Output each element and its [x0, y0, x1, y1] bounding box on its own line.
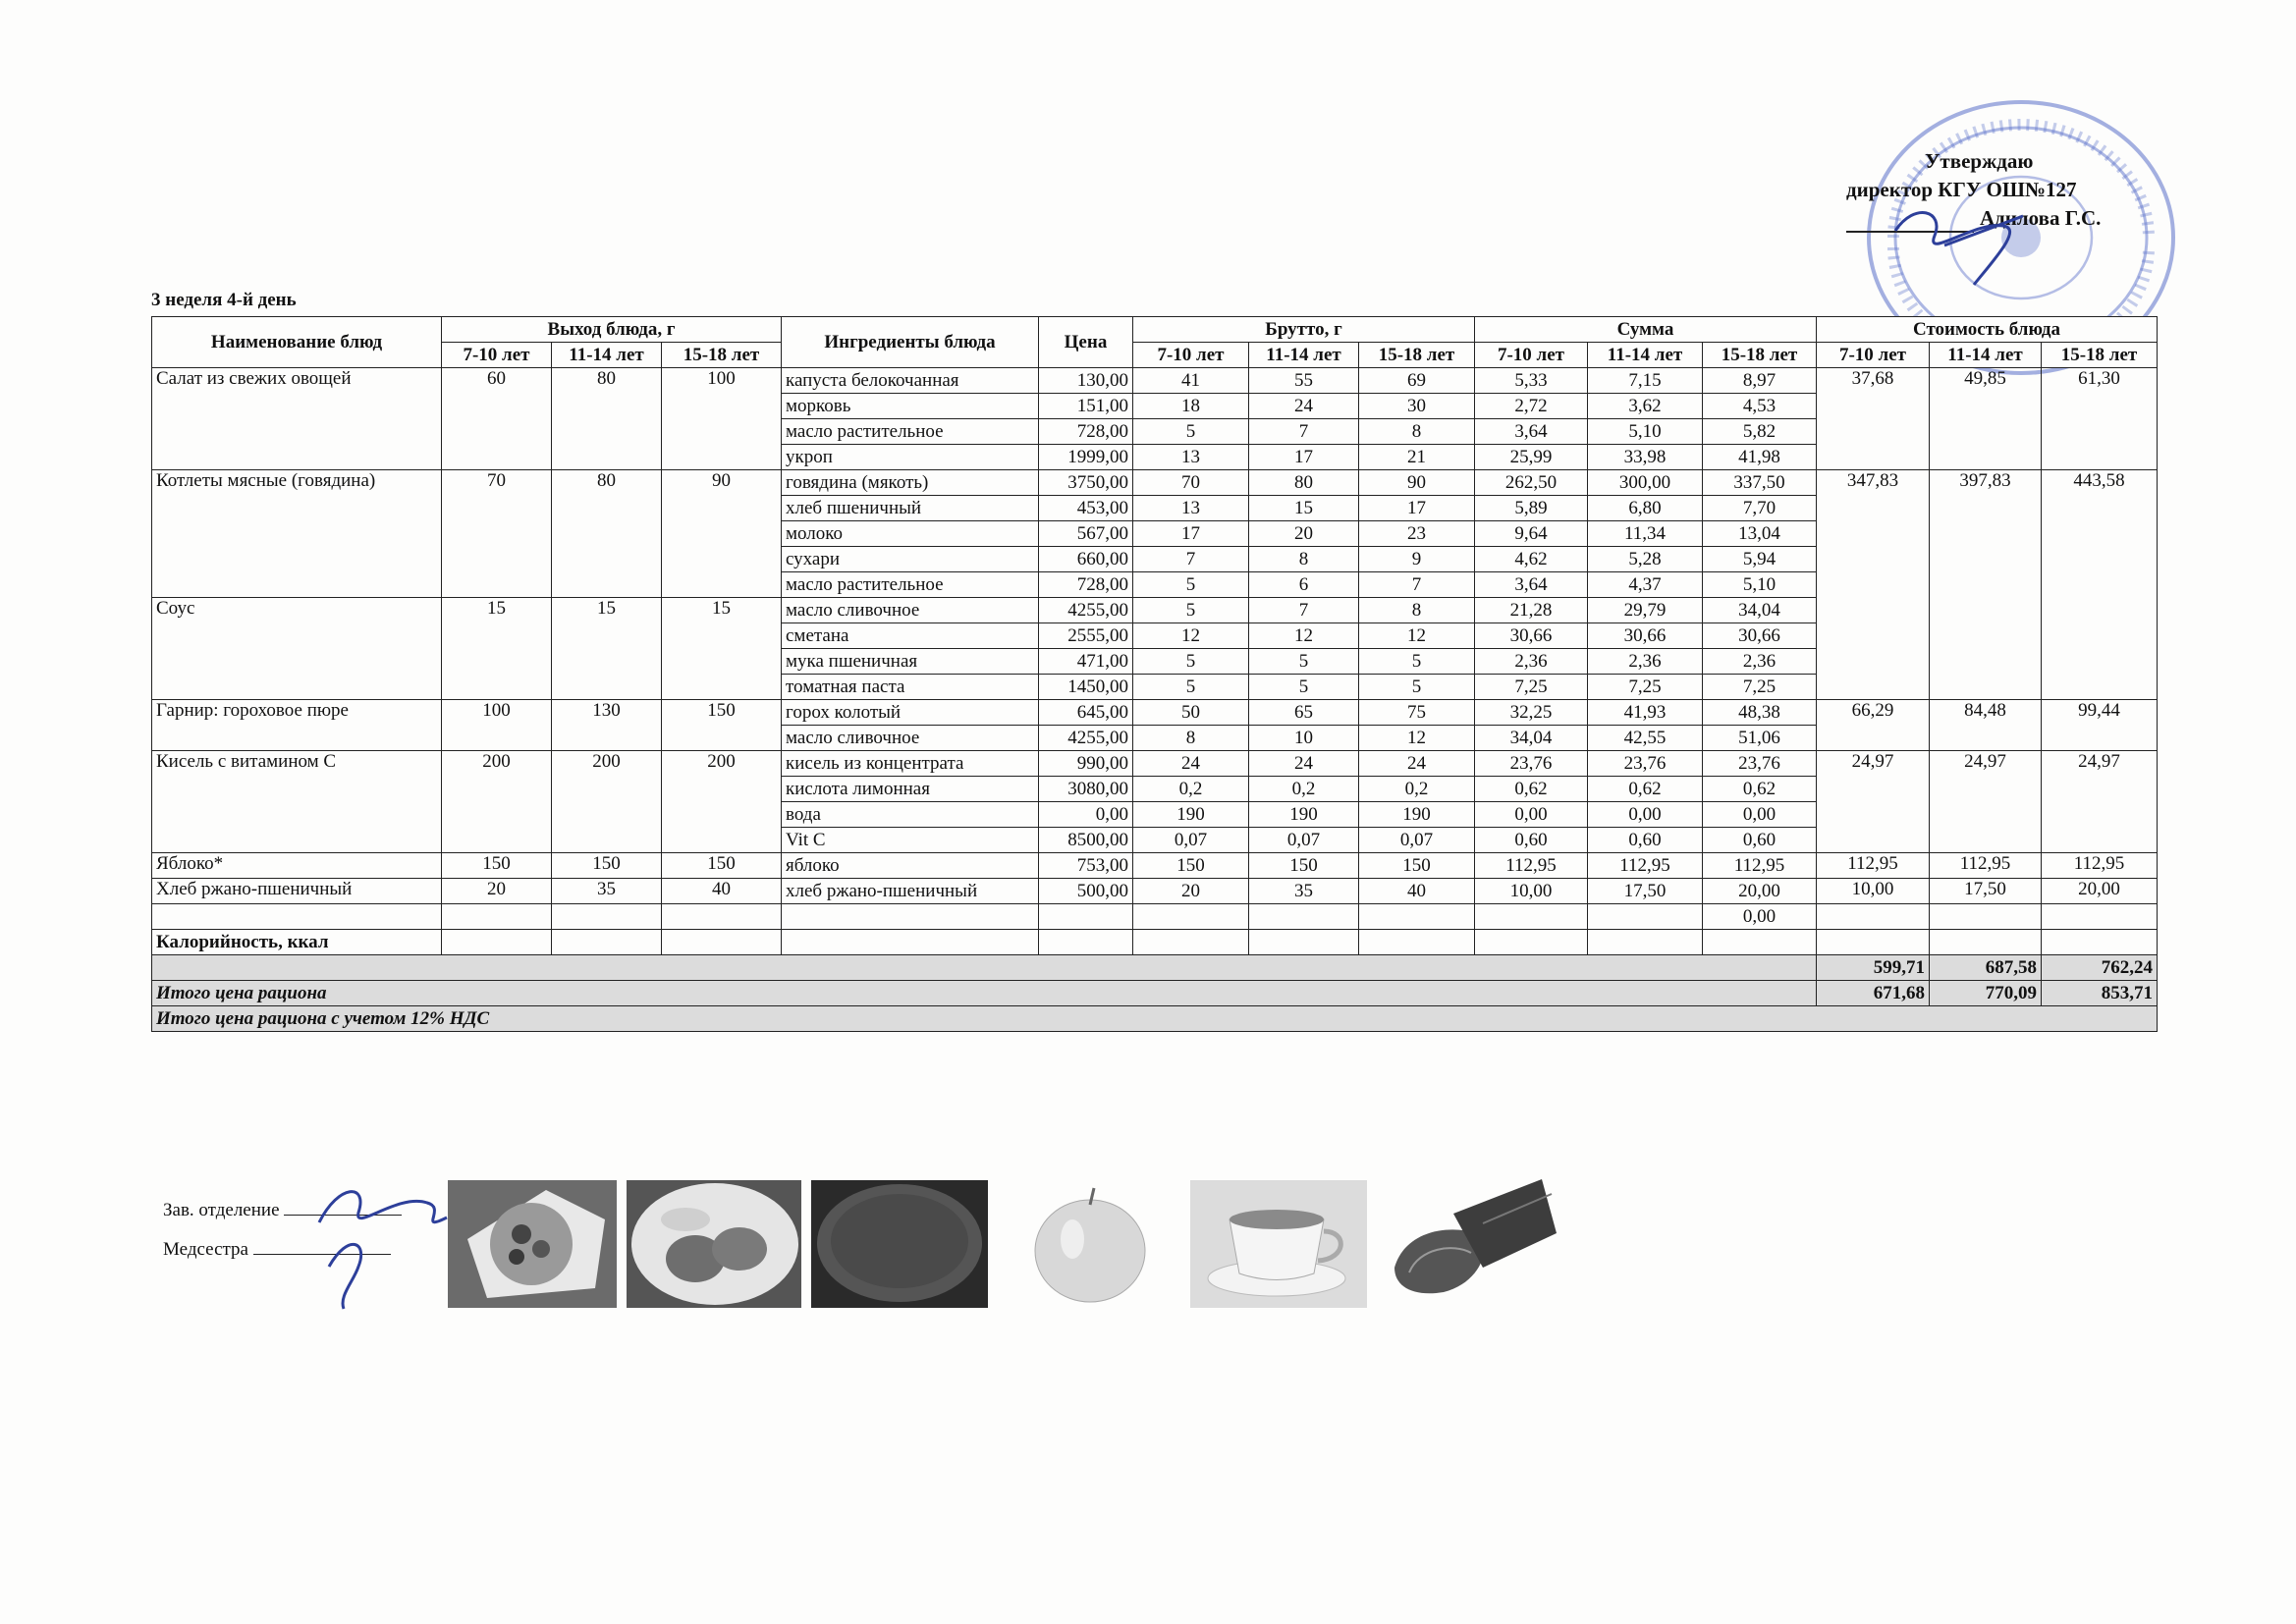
apple-photo	[1021, 1180, 1159, 1308]
dish-cost: 112,95	[2042, 853, 2158, 879]
menu-table	[151, 316, 2158, 1032]
dish-cost: 112,95	[1930, 853, 2042, 879]
sum-value: 0,62	[1588, 777, 1703, 802]
sum-value: 0,00	[1475, 802, 1588, 828]
empty-cell	[1133, 930, 1249, 955]
age-header: 15-18 лет	[1359, 343, 1475, 368]
ingredient-price: 8500,00	[1039, 828, 1133, 853]
sum-value: 112,95	[1588, 853, 1703, 879]
age-header: 7-10 лет	[1817, 343, 1930, 368]
dish-cost: 99,44	[2042, 700, 2158, 751]
dish-yield: 80	[552, 368, 662, 470]
dish-cost: 347,83	[1817, 470, 1930, 700]
sum-value: 2,36	[1703, 649, 1817, 675]
brutto-value: 17	[1133, 521, 1249, 547]
sum-value: 9,64	[1475, 521, 1588, 547]
empty-cell	[782, 904, 1039, 930]
empty-cell	[1930, 930, 2042, 955]
dish-yield: 90	[662, 470, 782, 598]
dish-cost: 112,95	[1817, 853, 1930, 879]
sum-value: 30,66	[1703, 623, 1817, 649]
brutto-value: 20	[1133, 879, 1249, 904]
brutto-value: 7	[1359, 572, 1475, 598]
brutto-value: 12	[1133, 623, 1249, 649]
brutto-value: 190	[1133, 802, 1249, 828]
empty-cell	[1359, 904, 1475, 930]
dish-yield: 60	[442, 368, 552, 470]
sum-value: 5,10	[1703, 572, 1817, 598]
dish-yield: 150	[662, 700, 782, 751]
brutto-value: 50	[1133, 700, 1249, 726]
brutto-value: 5	[1133, 598, 1249, 623]
brutto-value: 65	[1249, 700, 1359, 726]
sum-value: 5,89	[1475, 496, 1588, 521]
ingredient-price: 151,00	[1039, 394, 1133, 419]
dish-yield: 15	[442, 598, 552, 700]
ingredient-name: морковь	[782, 394, 1039, 419]
col-dish-header: Наименование блюд	[152, 317, 442, 368]
sum-value: 21,28	[1475, 598, 1588, 623]
sum-value: 7,25	[1703, 675, 1817, 700]
brutto-value: 5	[1133, 649, 1249, 675]
dish-cost: 24,97	[2042, 751, 2158, 853]
dish-name: Кисель с витамином С	[152, 751, 442, 853]
brutto-value: 8	[1359, 419, 1475, 445]
age-header: 15-18 лет	[1703, 343, 1817, 368]
ingredient-price: 2555,00	[1039, 623, 1133, 649]
brutto-value: 0,2	[1249, 777, 1359, 802]
brutto-value: 90	[1359, 470, 1475, 496]
brutto-value: 41	[1133, 368, 1249, 394]
dish-name: Гарнир: гороховое пюре	[152, 700, 442, 751]
sum-value: 11,34	[1588, 521, 1703, 547]
total-vat-row	[152, 1006, 2158, 1032]
sum-value: 3,64	[1475, 572, 1588, 598]
sum-value: 3,62	[1588, 394, 1703, 419]
empty-cell	[1817, 930, 1930, 955]
brutto-value: 75	[1359, 700, 1475, 726]
brutto-value: 13	[1133, 445, 1249, 470]
dish-cost: 49,85	[1930, 368, 2042, 470]
dish-cost: 66,29	[1817, 700, 1930, 751]
col-price-header: Цена	[1039, 317, 1133, 368]
dish-cost: 24,97	[1817, 751, 1930, 853]
ingredient-price: 645,00	[1039, 700, 1133, 726]
sum-value: 42,55	[1588, 726, 1703, 751]
ingredient-price: 500,00	[1039, 879, 1133, 904]
ingredient-price: 453,00	[1039, 496, 1133, 521]
brutto-value: 55	[1249, 368, 1359, 394]
brutto-value: 5	[1359, 675, 1475, 700]
ingredient-name: сухари	[782, 547, 1039, 572]
col-brutto-header: Брутто, г	[1133, 317, 1475, 343]
brutto-value: 70	[1133, 470, 1249, 496]
sum-value: 0,60	[1475, 828, 1588, 853]
dish-cost: 37,68	[1817, 368, 1930, 470]
brutto-value: 23	[1359, 521, 1475, 547]
table-row	[152, 700, 2158, 726]
empty-cell	[2042, 904, 2158, 930]
subtotal-value: 687,58	[1930, 955, 2042, 981]
ingredient-name: масло сливочное	[782, 726, 1039, 751]
sum-value: 0,60	[1703, 828, 1817, 853]
rye-bread-photo	[1385, 1174, 1561, 1308]
subtotal-value: 762,24	[2042, 955, 2158, 981]
empty-cell	[1039, 930, 1133, 955]
ingredient-name: Vit C	[782, 828, 1039, 853]
ingredient-name: хлеб ржано-пшеничный	[782, 879, 1039, 904]
ingredient-name: молоко	[782, 521, 1039, 547]
empty-cell	[1249, 904, 1359, 930]
brutto-value: 24	[1133, 751, 1249, 777]
dish-yield: 20	[442, 879, 552, 904]
empty-cell	[1588, 930, 1703, 955]
ingredient-price: 1450,00	[1039, 675, 1133, 700]
dish-name: Соус	[152, 598, 442, 700]
brutto-value: 24	[1249, 751, 1359, 777]
brutto-value: 21	[1359, 445, 1475, 470]
brutto-value: 150	[1249, 853, 1359, 879]
empty-cell	[1039, 904, 1133, 930]
sum-value: 17,50	[1588, 879, 1703, 904]
empty-cell	[1249, 930, 1359, 955]
dish-cost: 24,97	[1930, 751, 2042, 853]
sum-value: 34,04	[1475, 726, 1588, 751]
brutto-value: 190	[1359, 802, 1475, 828]
brutto-value: 35	[1249, 879, 1359, 904]
col-cost-header: Стоимость блюда	[1817, 317, 2158, 343]
ingredient-price: 753,00	[1039, 853, 1133, 879]
sum-value: 41,93	[1588, 700, 1703, 726]
empty-cell	[552, 930, 662, 955]
table-row	[152, 879, 2158, 904]
brutto-value: 40	[1359, 879, 1475, 904]
ingredient-price: 4255,00	[1039, 598, 1133, 623]
sum-value: 4,62	[1475, 547, 1588, 572]
sum-value: 5,10	[1588, 419, 1703, 445]
ingredient-name: сметана	[782, 623, 1039, 649]
sum-value: 34,04	[1703, 598, 1817, 623]
sum-value: 112,95	[1703, 853, 1817, 879]
sum-value: 23,76	[1475, 751, 1588, 777]
ingredient-price: 471,00	[1039, 649, 1133, 675]
approval-position: директор КГУ ОШ№127	[1846, 178, 2077, 201]
sum-value: 25,99	[1475, 445, 1588, 470]
age-header: 11-14 лет	[1930, 343, 2042, 368]
sum-value: 33,98	[1588, 445, 1703, 470]
kcal-row	[152, 930, 2158, 955]
brutto-value: 5	[1133, 419, 1249, 445]
sum-value: 5,94	[1703, 547, 1817, 572]
dish-yield: 150	[552, 853, 662, 879]
age-header: 11-14 лет	[1588, 343, 1703, 368]
dish-yield: 150	[442, 853, 552, 879]
brutto-value: 0,07	[1249, 828, 1359, 853]
nurse-label: Медсестра	[163, 1239, 248, 1260]
empty-cell	[152, 955, 1817, 981]
empty-cell	[1930, 904, 2042, 930]
staff-signatures	[300, 1173, 466, 1311]
sum-value: 7,70	[1703, 496, 1817, 521]
sum-value: 51,06	[1703, 726, 1817, 751]
table-row	[152, 470, 2158, 496]
brutto-value: 5	[1359, 649, 1475, 675]
sum-value: 0,00	[1703, 802, 1817, 828]
dish-name: Яблоко*	[152, 853, 442, 879]
brutto-value: 5	[1133, 572, 1249, 598]
dish-cost: 84,48	[1930, 700, 2042, 751]
empty-cell	[662, 904, 782, 930]
brutto-value: 30	[1359, 394, 1475, 419]
brutto-value: 24	[1359, 751, 1475, 777]
brutto-value: 7	[1133, 547, 1249, 572]
approval-title: Утверждаю	[1925, 149, 2034, 173]
sum-value: 7,25	[1588, 675, 1703, 700]
age-header: 15-18 лет	[2042, 343, 2158, 368]
sum-value: 23,76	[1703, 751, 1817, 777]
subtotal-row	[152, 955, 2158, 981]
sum-value: 5,33	[1475, 368, 1588, 394]
ingredient-name: яблоко	[782, 853, 1039, 879]
ingredient-price: 3750,00	[1039, 470, 1133, 496]
empty-cell	[1817, 904, 1930, 930]
sum-value: 2,72	[1475, 394, 1588, 419]
total-value: 770,09	[1930, 981, 2042, 1006]
col-sum-header: Сумма	[1475, 317, 1817, 343]
brutto-value: 150	[1133, 853, 1249, 879]
empty-cell	[442, 904, 552, 930]
dish-yield: 150	[662, 853, 782, 879]
sum-value: 5,28	[1588, 547, 1703, 572]
sum-value: 10,00	[1475, 879, 1588, 904]
sum-value: 29,79	[1588, 598, 1703, 623]
ingredient-price: 4255,00	[1039, 726, 1133, 751]
dish-cost: 61,30	[2042, 368, 2158, 470]
sum-value: 300,00	[1588, 470, 1703, 496]
cutlets-photo	[627, 1180, 801, 1308]
brutto-value: 5	[1133, 675, 1249, 700]
ingredient-name: томатная паста	[782, 675, 1039, 700]
sum-value: 0,00	[1588, 802, 1703, 828]
ingredient-name: масло растительное	[782, 572, 1039, 598]
brutto-value: 12	[1249, 623, 1359, 649]
dish-yield: 200	[442, 751, 552, 853]
total-label: Итого цена рациона	[152, 981, 1817, 1006]
sum-value: 20,00	[1703, 879, 1817, 904]
brutto-value: 12	[1359, 623, 1475, 649]
ingredient-price: 1999,00	[1039, 445, 1133, 470]
ingredient-name: капуста белокочанная	[782, 368, 1039, 394]
dish-cost: 17,50	[1930, 879, 2042, 904]
brutto-value: 17	[1249, 445, 1359, 470]
ingredient-price: 0,00	[1039, 802, 1133, 828]
sum-value: 3,64	[1475, 419, 1588, 445]
week-day: 3 неделя 4-й день	[151, 290, 297, 310]
total-value: 671,68	[1817, 981, 1930, 1006]
brutto-value: 8	[1249, 547, 1359, 572]
brutto-value: 17	[1359, 496, 1475, 521]
brutto-value: 0,2	[1359, 777, 1475, 802]
total-row	[152, 981, 2158, 1006]
age-header: 11-14 лет	[1249, 343, 1359, 368]
brutto-value: 0,2	[1133, 777, 1249, 802]
salad-photo	[448, 1180, 617, 1308]
approval-name: Адилова Г.С.	[1980, 206, 2102, 230]
empty-cell	[1703, 930, 1817, 955]
brutto-value: 150	[1359, 853, 1475, 879]
sum-value: 32,25	[1475, 700, 1588, 726]
sum-value: 0,62	[1475, 777, 1588, 802]
brutto-value: 80	[1249, 470, 1359, 496]
sum-value: 13,04	[1703, 521, 1817, 547]
ingredient-name: масло растительное	[782, 419, 1039, 445]
sum-value: 2,36	[1475, 649, 1588, 675]
subtotal-value: 599,71	[1817, 955, 1930, 981]
ingredient-price: 130,00	[1039, 368, 1133, 394]
empty-cell	[2042, 930, 2158, 955]
col-ingredients-header: Ингредиенты блюда	[782, 317, 1039, 368]
dish-yield: 100	[442, 700, 552, 751]
dish-yield: 130	[552, 700, 662, 751]
sum-value: 23,76	[1588, 751, 1703, 777]
brutto-value: 0,07	[1133, 828, 1249, 853]
age-header: 7-10 лет	[1475, 343, 1588, 368]
empty-cell	[1588, 904, 1703, 930]
ingredient-name: вода	[782, 802, 1039, 828]
brutto-value: 10	[1249, 726, 1359, 751]
dish-cost: 10,00	[1817, 879, 1930, 904]
table-row	[152, 904, 2158, 930]
table-row	[152, 853, 2158, 879]
brutto-value: 6	[1249, 572, 1359, 598]
sum-value: 8,97	[1703, 368, 1817, 394]
dish-yield: 15	[552, 598, 662, 700]
sum-value: 4,37	[1588, 572, 1703, 598]
sum-value: 0,62	[1703, 777, 1817, 802]
dish-yield: 15	[662, 598, 782, 700]
sum-value: 2,36	[1588, 649, 1703, 675]
ingredient-name: хлеб пшеничный	[782, 496, 1039, 521]
sum-value: 30,66	[1588, 623, 1703, 649]
tea-cup-photo	[1190, 1180, 1367, 1308]
brutto-value: 8	[1133, 726, 1249, 751]
age-header: 7-10 лет	[1133, 343, 1249, 368]
empty-cell	[152, 904, 442, 930]
sum-value: 48,38	[1703, 700, 1817, 726]
ingredient-price: 990,00	[1039, 751, 1133, 777]
empty-cell	[782, 930, 1039, 955]
ingredient-name: укроп	[782, 445, 1039, 470]
sum-value: 337,50	[1703, 470, 1817, 496]
sum-value: 6,80	[1588, 496, 1703, 521]
brutto-value: 9	[1359, 547, 1475, 572]
ingredient-name: масло сливочное	[782, 598, 1039, 623]
dish-name: Хлеб ржано-пшеничный	[152, 879, 442, 904]
brutto-value: 7	[1249, 598, 1359, 623]
ingredient-name: мука пшеничная	[782, 649, 1039, 675]
dish-yield: 80	[552, 470, 662, 598]
brutto-value: 69	[1359, 368, 1475, 394]
ingredient-price: 728,00	[1039, 572, 1133, 598]
sum-value: 0,00	[1703, 904, 1817, 930]
empty-cell	[442, 930, 552, 955]
sum-value: 0,60	[1588, 828, 1703, 853]
head-label: Зав. отделение	[163, 1200, 280, 1220]
dish-yield: 40	[662, 879, 782, 904]
brutto-value: 15	[1249, 496, 1359, 521]
brutto-value: 7	[1249, 419, 1359, 445]
ingredient-price: 567,00	[1039, 521, 1133, 547]
pea-puree-photo	[811, 1180, 988, 1308]
director-signature	[1886, 191, 2052, 290]
age-header: 11-14 лет	[552, 343, 662, 368]
dish-name: Котлеты мясные (говядина)	[152, 470, 442, 598]
sum-value: 112,95	[1475, 853, 1588, 879]
sum-value: 41,98	[1703, 445, 1817, 470]
ingredient-name: кисель из концентрата	[782, 751, 1039, 777]
brutto-value: 12	[1359, 726, 1475, 751]
dish-yield: 70	[442, 470, 552, 598]
dish-yield: 100	[662, 368, 782, 470]
table-row	[152, 751, 2158, 777]
ingredient-price: 728,00	[1039, 419, 1133, 445]
brutto-value: 5	[1249, 649, 1359, 675]
empty-cell	[1359, 930, 1475, 955]
brutto-value: 8	[1359, 598, 1475, 623]
brutto-value: 190	[1249, 802, 1359, 828]
brutto-value: 18	[1133, 394, 1249, 419]
empty-cell	[1133, 904, 1249, 930]
ingredient-price: 3080,00	[1039, 777, 1133, 802]
sum-value: 7,15	[1588, 368, 1703, 394]
brutto-value: 5	[1249, 675, 1359, 700]
brutto-value: 13	[1133, 496, 1249, 521]
sum-value: 5,82	[1703, 419, 1817, 445]
sum-value: 7,25	[1475, 675, 1588, 700]
dish-name: Салат из свежих овощей	[152, 368, 442, 470]
table-row	[152, 368, 2158, 394]
ingredient-name: горох колотый	[782, 700, 1039, 726]
age-header: 15-18 лет	[662, 343, 782, 368]
sum-value: 30,66	[1475, 623, 1588, 649]
dish-cost: 397,83	[1930, 470, 2042, 700]
ingredient-price: 660,00	[1039, 547, 1133, 572]
empty-cell	[1475, 930, 1588, 955]
dish-yield: 200	[662, 751, 782, 853]
empty-cell	[662, 930, 782, 955]
kcal-label: Калорийность, ккал	[152, 930, 442, 955]
col-yield-header: Выход блюда, г	[442, 317, 782, 343]
age-header: 7-10 лет	[442, 343, 552, 368]
sum-value: 4,53	[1703, 394, 1817, 419]
total-value: 853,71	[2042, 981, 2158, 1006]
ingredient-name: говядина (мякоть)	[782, 470, 1039, 496]
brutto-value: 0,07	[1359, 828, 1475, 853]
empty-cell	[552, 904, 662, 930]
dish-cost: 443,58	[2042, 470, 2158, 700]
total-vat-label: Итого цена рациона с учетом 12% НДС	[152, 1006, 2158, 1032]
dish-yield: 35	[552, 879, 662, 904]
brutto-value: 24	[1249, 394, 1359, 419]
empty-cell	[1475, 904, 1588, 930]
dish-cost: 20,00	[2042, 879, 2158, 904]
dish-yield: 200	[552, 751, 662, 853]
brutto-value: 20	[1249, 521, 1359, 547]
ingredient-name: кислота лимонная	[782, 777, 1039, 802]
sum-value: 262,50	[1475, 470, 1588, 496]
